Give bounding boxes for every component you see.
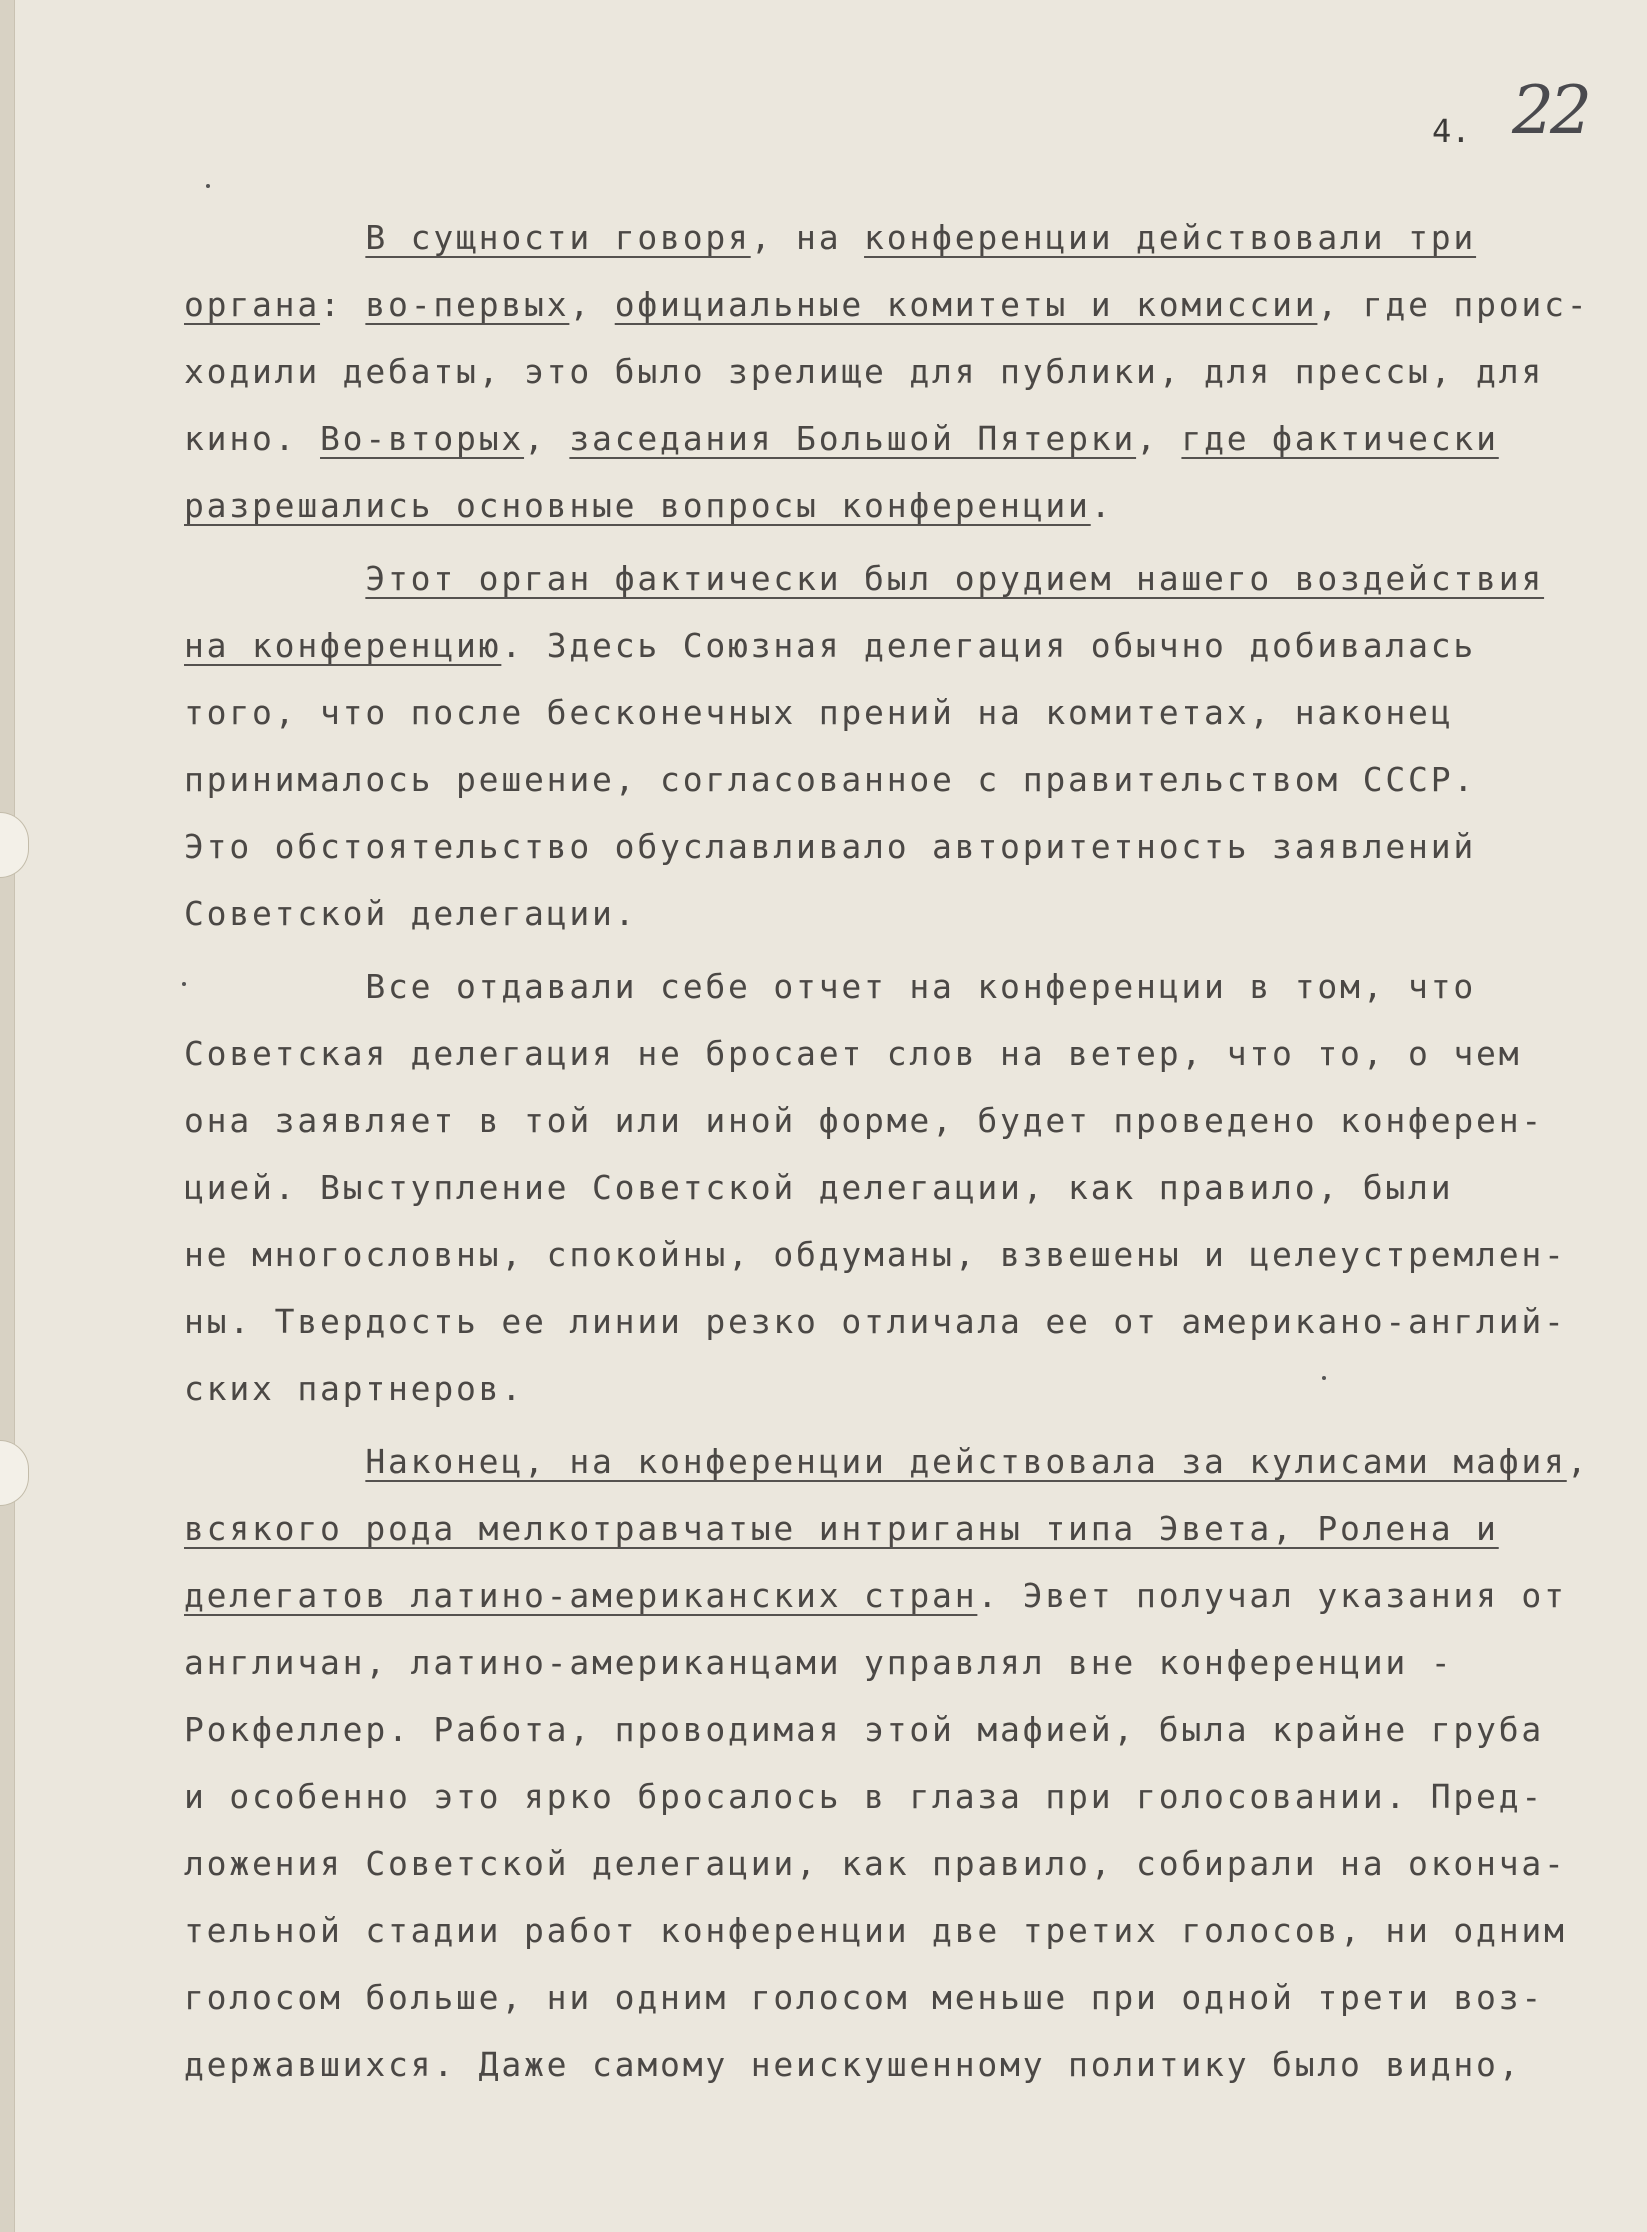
page-edge-strip: [0, 0, 15, 2232]
text-segment: , на: [750, 218, 865, 257]
text-line: [184, 679, 1594, 746]
paragraph: [184, 545, 1594, 947]
text-segment: [184, 1442, 365, 1481]
text-segment: ских партнеров.: [184, 1369, 525, 1408]
underlined-text: Во-вторых: [320, 419, 525, 458]
text-segment: того, что после бесконечных прений на комитетах, наконец: [184, 693, 1454, 732]
text-segment: [184, 218, 365, 257]
underlined-text: разрешались основные вопросы конференции: [184, 486, 1091, 525]
underlined-text: во-первых: [365, 285, 570, 324]
text-line: [184, 1897, 1594, 1964]
text-line: [184, 204, 1594, 271]
text-line: [184, 1087, 1594, 1154]
text-line: [184, 545, 1594, 612]
text-segment: Советской делегации.: [184, 894, 638, 933]
text-segment: цией. Выступление Советской делегации, как правило, были: [184, 1168, 1454, 1207]
text-line: [184, 746, 1594, 813]
text-line: [184, 880, 1594, 947]
underlined-text: В сущности говоря: [365, 218, 751, 257]
underlined-text: конференции действовали три: [864, 218, 1477, 257]
text-line: [184, 953, 1594, 1020]
text-line: [184, 1629, 1594, 1696]
text-segment: принималось решение, согласованное с правительством СССР.: [184, 760, 1477, 799]
text-segment: ,: [524, 419, 570, 458]
text-segment: голосом больше, ни одним голосом меньше при одной трети воз-: [184, 1978, 1545, 2017]
text-segment: кино.: [184, 419, 321, 458]
text-segment: Рокфеллер. Работа, проводимая этой мафией, была крайне груба: [184, 1710, 1545, 1749]
text-segment: Советская делегация не бросает слов на ветер, что то, о чем: [184, 1034, 1522, 1073]
text-line: [184, 1355, 1594, 1422]
text-segment: не многословны, спокойны, обдуманы, взвешены и целеустремлен-: [184, 1235, 1567, 1274]
text-line: [184, 612, 1594, 679]
paragraph: [184, 1428, 1594, 2098]
text-line: [184, 1562, 1594, 1629]
paragraph: [184, 953, 1594, 1422]
text-segment: :: [320, 285, 366, 324]
text-segment: она заявляет в той или иной форме, будет проведено конферен-: [184, 1101, 1545, 1140]
text-line: [184, 1495, 1594, 1562]
underlined-text: всякого рода мелкотравчатые интриганы типа Эвета, Ролена и: [184, 1509, 1499, 1548]
binder-hole-top: [0, 812, 29, 878]
binder-hole-bottom: [0, 1440, 29, 1506]
text-line: [184, 338, 1594, 405]
text-line: [184, 813, 1594, 880]
underlined-text: делегатов латино-американских стран: [184, 1576, 978, 1615]
text-segment: англичан, латино-американцами управлял вне конференции -: [184, 1643, 1454, 1682]
text-segment: . Эвет получал указания от: [977, 1576, 1567, 1615]
text-segment: ,: [569, 285, 615, 324]
text-segment: Все отдавали себе отчет на конференции в том, что: [184, 967, 1477, 1006]
text-line: [184, 1154, 1594, 1221]
ink-speck: [206, 184, 210, 188]
text-segment: .: [1090, 486, 1114, 525]
text-line: [184, 1763, 1594, 1830]
page-number: 4.: [1432, 112, 1471, 150]
underlined-text: где фактически: [1181, 419, 1499, 458]
text-segment: [184, 559, 365, 598]
paragraph: [184, 204, 1594, 539]
underlined-text: Наконец, на конференции действовала за кулисами мафия: [365, 1442, 1567, 1481]
text-segment: державшихся. Даже самому неискушенному политику было видно,: [184, 2045, 1522, 2084]
text-line: [184, 1020, 1594, 1087]
text-line: [184, 1428, 1594, 1495]
text-line: [184, 405, 1594, 472]
text-segment: и особенно это ярко бросалось в глаза при голосовании. Пред-: [184, 1777, 1545, 1816]
underlined-text: Этот орган фактически был орудием нашего воздействия: [365, 559, 1545, 598]
typed-text-body: [184, 204, 1594, 2098]
underlined-text: официальные комитеты и комиссии: [614, 285, 1318, 324]
text-line: [184, 2031, 1594, 2098]
text-segment: ложения Советской делегации, как правило, собирали на оконча-: [184, 1844, 1567, 1883]
text-segment: ходили дебаты, это было зрелище для публики, для прессы, для: [184, 352, 1545, 391]
text-line: [184, 271, 1594, 338]
text-segment: ,: [1566, 1442, 1590, 1481]
text-line: [184, 472, 1594, 539]
text-segment: ны. Твердость ее линии резко отличала ее от американо-англий-: [184, 1302, 1567, 1341]
text-line: [184, 1696, 1594, 1763]
text-segment: ,: [1136, 419, 1182, 458]
underlined-text: заседания Большой Пятерки: [569, 419, 1137, 458]
underlined-text: органа: [184, 285, 321, 324]
text-segment: . Здесь Союзная делегация обычно добивалась: [501, 626, 1477, 665]
text-line: [184, 1964, 1594, 2031]
text-segment: Это обстоятельство обуславливало авторитетность заявлений: [184, 827, 1477, 866]
underlined-text: на конференцию: [184, 626, 502, 665]
text-segment: тельной стадии работ конференции две третих голосов, ни одним: [184, 1911, 1567, 1950]
text-line: [184, 1830, 1594, 1897]
handwritten-folio-number: 22: [1512, 72, 1588, 149]
text-line: [184, 1221, 1594, 1288]
text-line: [184, 1288, 1594, 1355]
text-segment: , где проис-: [1317, 285, 1590, 324]
